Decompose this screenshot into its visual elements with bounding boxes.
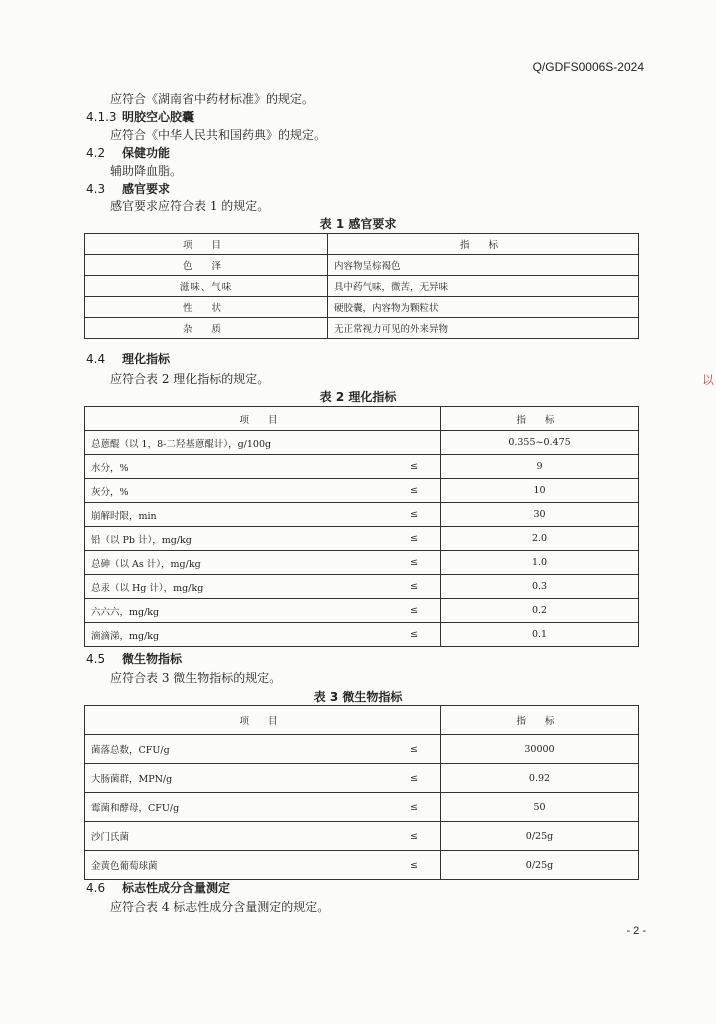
table-cell-item: 总汞（以 Hg 计），mg/kg bbox=[85, 575, 389, 599]
section-4-5-text: 应符合表 3 微生物指标的规定。 bbox=[110, 671, 282, 685]
table-cell-operator: ≤ bbox=[388, 623, 441, 647]
section-title: 微生物指标 bbox=[122, 652, 183, 666]
table-cell-operator: ≤ bbox=[388, 735, 441, 764]
table-cell-item: 六六六，mg/kg bbox=[85, 599, 389, 623]
table-cell-indicator: 具中药气味，微苦，无异味 bbox=[328, 276, 639, 297]
table-cell-operator: ≤ bbox=[388, 503, 441, 527]
table-cell-operator: ≤ bbox=[388, 479, 441, 503]
table-row bbox=[85, 318, 639, 339]
table-cell-item: 水分，% bbox=[85, 455, 389, 479]
table-cell-item: 滴滴涕，mg/kg bbox=[85, 623, 389, 647]
table-cell-value: 0/25g bbox=[441, 822, 639, 851]
table-cell-value: 1.0 bbox=[441, 551, 639, 575]
table-row bbox=[85, 793, 639, 822]
table-row bbox=[85, 297, 639, 318]
section-number: 4.3 bbox=[86, 182, 106, 196]
section-4-4-text: 应符合表 2 理化指标的规定。 bbox=[110, 372, 270, 386]
table-header-item: 项 目 bbox=[85, 706, 441, 735]
seal-char: 以 bbox=[702, 373, 715, 387]
table-row bbox=[85, 455, 639, 479]
section-number: 4.2 bbox=[86, 146, 106, 160]
table-cell-value: 0.1 bbox=[441, 623, 639, 647]
table-row bbox=[85, 551, 639, 575]
table-cell-operator bbox=[388, 431, 441, 455]
section-4-2-heading bbox=[86, 144, 170, 161]
table3-caption: 表 3 微生物指标 bbox=[313, 690, 403, 704]
table-cell-operator: ≤ bbox=[388, 851, 441, 880]
table-row bbox=[85, 503, 639, 527]
table-header-item: 项 目 bbox=[85, 234, 328, 255]
section-title: 保健功能 bbox=[122, 146, 171, 160]
section-4-3-heading bbox=[86, 180, 170, 197]
table-cell-operator: ≤ bbox=[388, 551, 441, 575]
table-row bbox=[85, 599, 639, 623]
section-4-3-text: 感官要求应符合表 1 的规定。 bbox=[110, 199, 270, 213]
table-cell-operator: ≤ bbox=[388, 455, 441, 479]
table-cell-value: 30 bbox=[441, 503, 639, 527]
table-row bbox=[85, 623, 639, 647]
section-4-6-text: 应符合表 4 标志性成分含量测定的规定。 bbox=[110, 900, 330, 914]
table-row bbox=[85, 479, 639, 503]
table-cell-item: 沙门氏菌 bbox=[85, 822, 389, 851]
table-row bbox=[85, 822, 639, 851]
table-cell-value: 0.355~0.475 bbox=[441, 431, 639, 455]
table-cell-operator: ≤ bbox=[388, 527, 441, 551]
table-cell-value: 9 bbox=[441, 455, 639, 479]
table-header-row bbox=[85, 706, 639, 735]
table-header-indicator: 指 标 bbox=[328, 234, 639, 255]
table-cell-value: 2.0 bbox=[441, 527, 639, 551]
table-row bbox=[85, 276, 639, 297]
section-number: 4.5 bbox=[86, 652, 106, 666]
table2-caption: 表 2 理化指标 bbox=[319, 390, 397, 404]
table-cell-item: 霉菌和酵母，CFU/g bbox=[85, 793, 389, 822]
partial-red-seal bbox=[702, 355, 716, 405]
table-cell-item: 大肠菌群，MPN/g bbox=[85, 764, 389, 793]
table-cell-item: 金黄色葡萄球菌 bbox=[85, 851, 389, 880]
section-number: 4.4 bbox=[86, 352, 106, 366]
table-cell-item: 崩解时限，min bbox=[85, 503, 389, 527]
table-cell-operator: ≤ bbox=[388, 822, 441, 851]
table-cell-item: 色 泽 bbox=[85, 255, 328, 276]
table1-sensory bbox=[84, 233, 639, 339]
section-4-1-3-heading bbox=[86, 108, 194, 125]
section-4-2-text: 辅助降血脂。 bbox=[110, 164, 183, 178]
hunan-standard-text: 应符合《湖南省中药材标准》的规定。 bbox=[110, 92, 315, 106]
table-cell-item: 滋味、气味 bbox=[85, 276, 328, 297]
table-row bbox=[85, 735, 639, 764]
table-row bbox=[85, 851, 639, 880]
table-cell-value: 0.2 bbox=[441, 599, 639, 623]
table-cell-item: 菌落总数，CFU/g bbox=[85, 735, 389, 764]
section-4-6-heading bbox=[86, 879, 230, 896]
section-4-1-3-text: 应符合《中华人民共和国药典》的规定。 bbox=[110, 128, 327, 142]
table-cell-operator: ≤ bbox=[388, 764, 441, 793]
table-cell-value: 0.92 bbox=[441, 764, 639, 793]
table-cell-indicator: 硬胶囊，内容物为颗粒状 bbox=[328, 297, 639, 318]
section-title: 理化指标 bbox=[122, 352, 171, 366]
section-4-5-heading bbox=[86, 650, 182, 667]
table-cell-value: 10 bbox=[441, 479, 639, 503]
table-cell-item: 杂 质 bbox=[85, 318, 328, 339]
table-cell-operator: ≤ bbox=[388, 575, 441, 599]
table-cell-item: 总蒽醌（以 1，8-二羟基蒽醌计），g/100g bbox=[85, 431, 389, 455]
table-header-row bbox=[85, 234, 639, 255]
page-number: - 2 - bbox=[626, 925, 646, 937]
table-cell-indicator: 无正常视力可见的外来异物 bbox=[328, 318, 639, 339]
table-row bbox=[85, 764, 639, 793]
table-row bbox=[85, 431, 639, 455]
section-title: 感官要求 bbox=[122, 182, 171, 196]
table-header-row bbox=[85, 407, 639, 431]
table-cell-value: 50 bbox=[441, 793, 639, 822]
table-row bbox=[85, 255, 639, 276]
table-cell-operator: ≤ bbox=[388, 599, 441, 623]
table-cell-item: 灰分，% bbox=[85, 479, 389, 503]
section-title: 标志性成分含量测定 bbox=[122, 881, 231, 895]
table-cell-item: 性 状 bbox=[85, 297, 328, 318]
table-header-indicator: 指 标 bbox=[441, 706, 639, 735]
table-cell-value: 30000 bbox=[441, 735, 639, 764]
table-header-indicator: 指 标 bbox=[441, 407, 639, 431]
table-cell-indicator: 内容物呈棕褐色 bbox=[328, 255, 639, 276]
table-cell-item: 总砷（以 As 计），mg/kg bbox=[85, 551, 389, 575]
table3-microbial bbox=[84, 705, 639, 880]
table-cell-value: 0/25g bbox=[441, 851, 639, 880]
table-cell-operator: ≤ bbox=[388, 793, 441, 822]
table2-physicochemical bbox=[84, 406, 639, 647]
table-header-item: 项 目 bbox=[85, 407, 441, 431]
table-cell-item: 铅（以 Pb 计），mg/kg bbox=[85, 527, 389, 551]
table-cell-value: 0.3 bbox=[441, 575, 639, 599]
document-code: Q/GDFS0006S-2024 bbox=[532, 60, 644, 74]
section-4-4-heading bbox=[86, 350, 170, 367]
section-number: 4.1.3 bbox=[86, 110, 117, 124]
table-row bbox=[85, 527, 639, 551]
table1-caption: 表 1 感官要求 bbox=[319, 217, 397, 231]
section-title: 明胶空心胶囊 bbox=[122, 110, 195, 124]
section-number: 4.6 bbox=[86, 881, 106, 895]
table-row bbox=[85, 575, 639, 599]
